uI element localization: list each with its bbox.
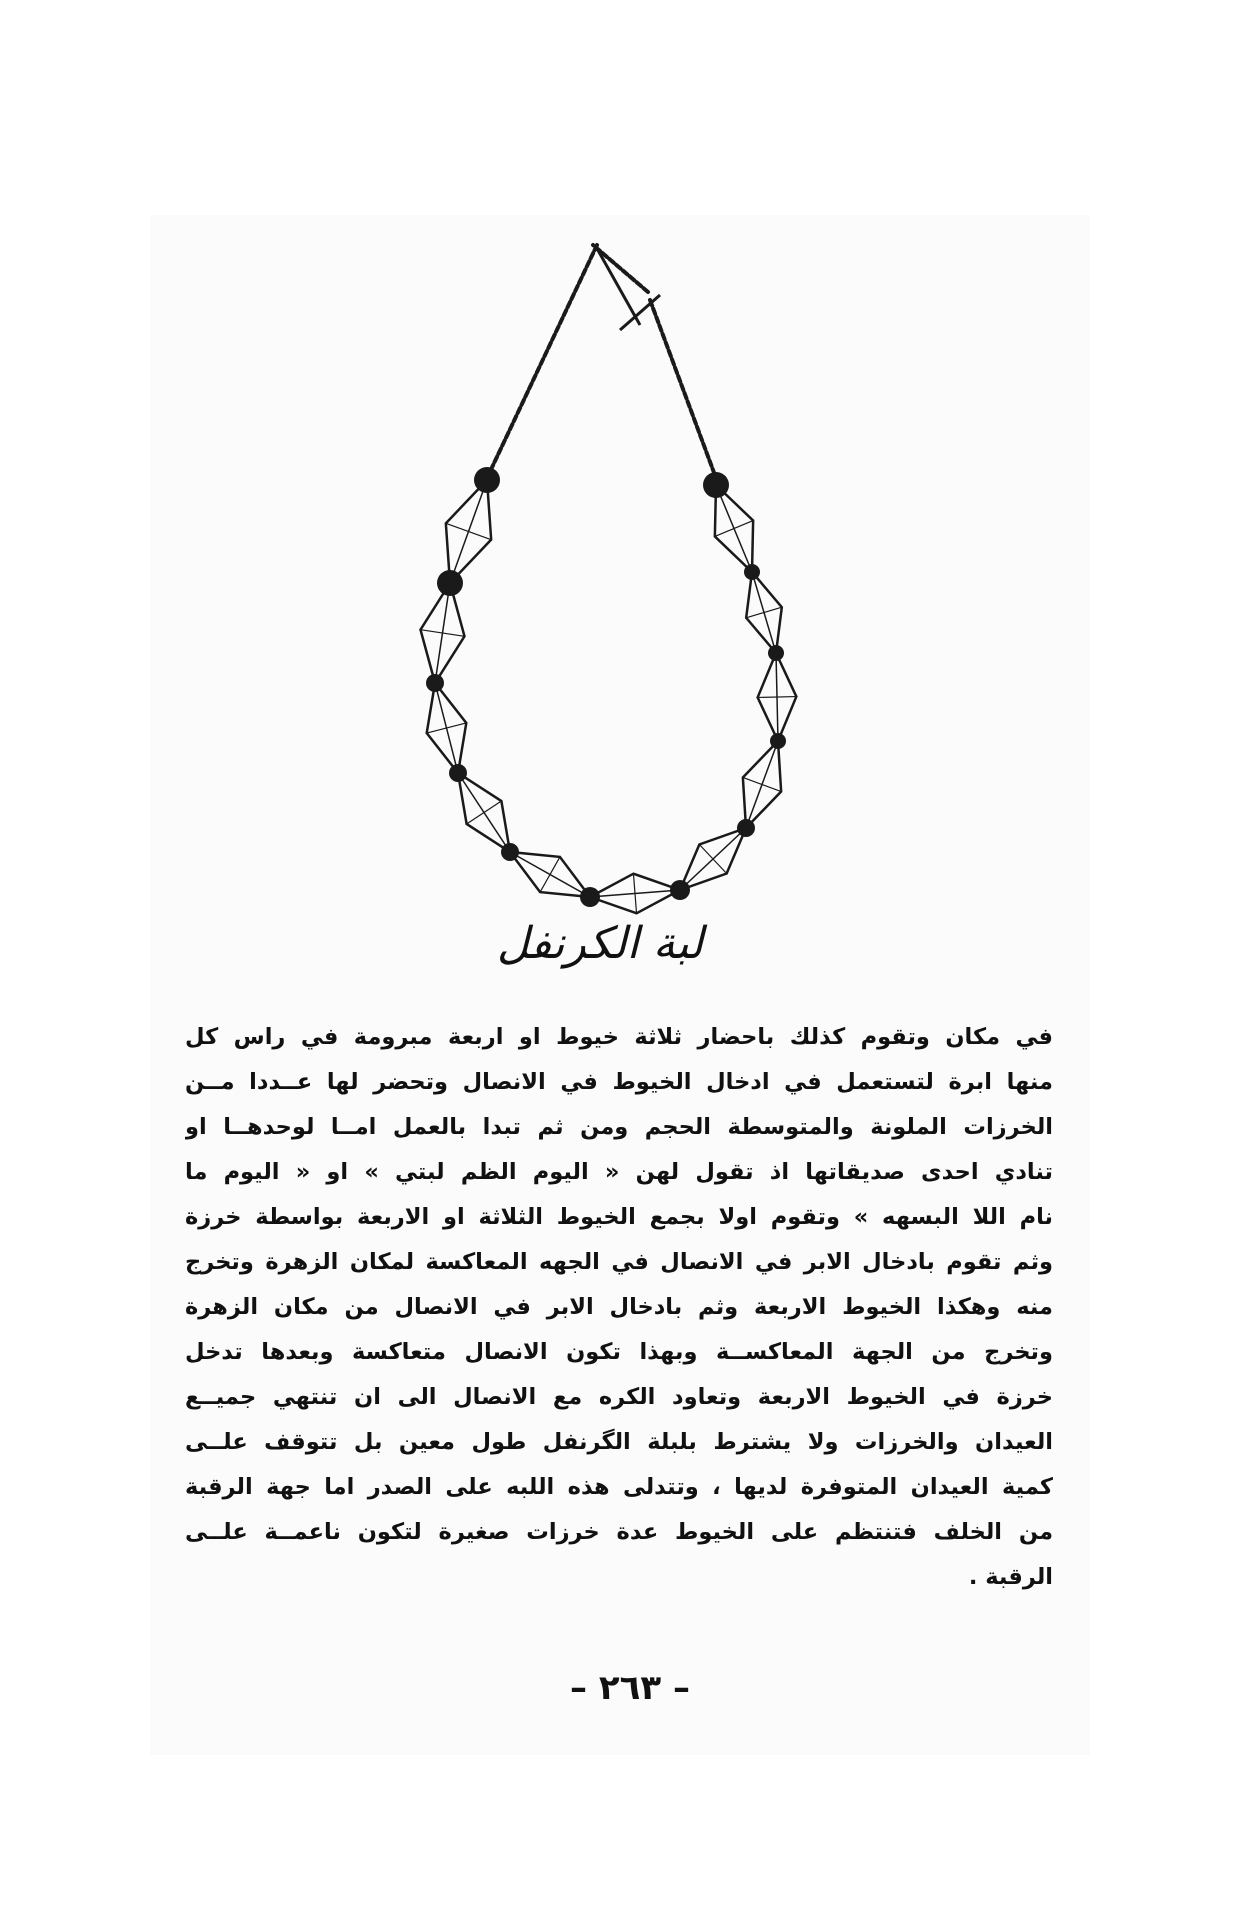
text-line-10: العيدان والخرزات ولا يشترط بلبلة الگرنفل طول معين بل تتوقف علــى: [185, 1429, 1053, 1455]
text-line-6: وثم تقوم بادخال الابر في الانصال في الجهه المعاكسة لمكان الزهرة وتخرج: [185, 1249, 1053, 1275]
necklace-bead: [580, 887, 600, 907]
link-cross-line: [467, 801, 502, 824]
link-cross-line: [446, 523, 491, 539]
body-text: [185, 1015, 1053, 1600]
link-cross-line: [427, 723, 467, 733]
necklace-bead: [670, 880, 690, 900]
link-cross-line: [758, 697, 797, 698]
strand-line: [595, 245, 640, 325]
link-cross-line: [715, 521, 753, 537]
necklace-bead: [437, 570, 463, 596]
text-line-13: الرقبة .: [968, 1564, 1053, 1590]
necklace-bead: [744, 564, 760, 580]
figure-caption: لبة الكرنفل: [496, 918, 704, 969]
text-line-9: خرزة في الخيوط الاربعة وتعاود الكره مع الانصال الى ان تنتهي جميــع: [185, 1384, 1053, 1410]
necklace-bead: [770, 733, 786, 749]
text-line-5: نام اللا البسهه » وتقوم اولا بجمع الخيوط الثلاثة او الاربعة بواسطة خرزة: [185, 1204, 1053, 1230]
necklace-bead: [474, 467, 500, 493]
strand-line: [593, 245, 648, 292]
necklace-bead: [768, 645, 784, 661]
link-cross-line: [699, 844, 726, 873]
text-line-7: منه وهكذا الخيوط الاربعة وثم بادخال الابر في الانصال من مكان الزهرة: [185, 1294, 1053, 1320]
necklace-bead: [703, 472, 729, 498]
necklace-bead: [501, 843, 519, 861]
necklace-strands: [487, 245, 716, 478]
text-line-4: تنادي احدى صديقاتها اذ تقول لهن « اليوم الظم لبتي » او « اليوم ما: [185, 1159, 1053, 1185]
text-line-1: في مكان وتقوم كذلك باحضار ثلاثة خيوط او اربعة مبرومة في راس كل: [185, 1024, 1053, 1050]
page-number: – ٢٦٣ –: [570, 1668, 690, 1708]
text-line-11: كمية العيدان المتوفرة لديها ، وتتدلى هذه اللبه على الصدر اما جهة الرقبة: [185, 1474, 1053, 1500]
link-cross-line: [746, 607, 782, 618]
strand-line: [650, 300, 716, 478]
necklace-links: [421, 480, 797, 913]
necklace-bead: [426, 674, 444, 692]
necklace-bead: [737, 819, 755, 837]
link-cross-line: [540, 857, 560, 892]
strand-line: [487, 245, 597, 478]
text-line-12: من الخلف فتنتظم على الخيوط عدة خرزات صغيرة لتكون ناعمــة علــى: [185, 1519, 1053, 1545]
text-line-8: وتخرج من الجهة المعاكســة وبهذا تكون الانصال متعاكسة وبعدها تدخل: [185, 1339, 1053, 1365]
text-line-2: منها ابرة لتستعمل في ادخال الخيوط في الانصال وتحضر لها عــددا مــن: [185, 1069, 1053, 1095]
link-cross-line: [743, 777, 781, 791]
text-line-3: الخرزات الملونة والمتوسطة الحجم ومن ثم تبدا بالعمل امــا لوحدهــا او: [185, 1114, 1053, 1140]
necklace-bead: [449, 764, 467, 782]
